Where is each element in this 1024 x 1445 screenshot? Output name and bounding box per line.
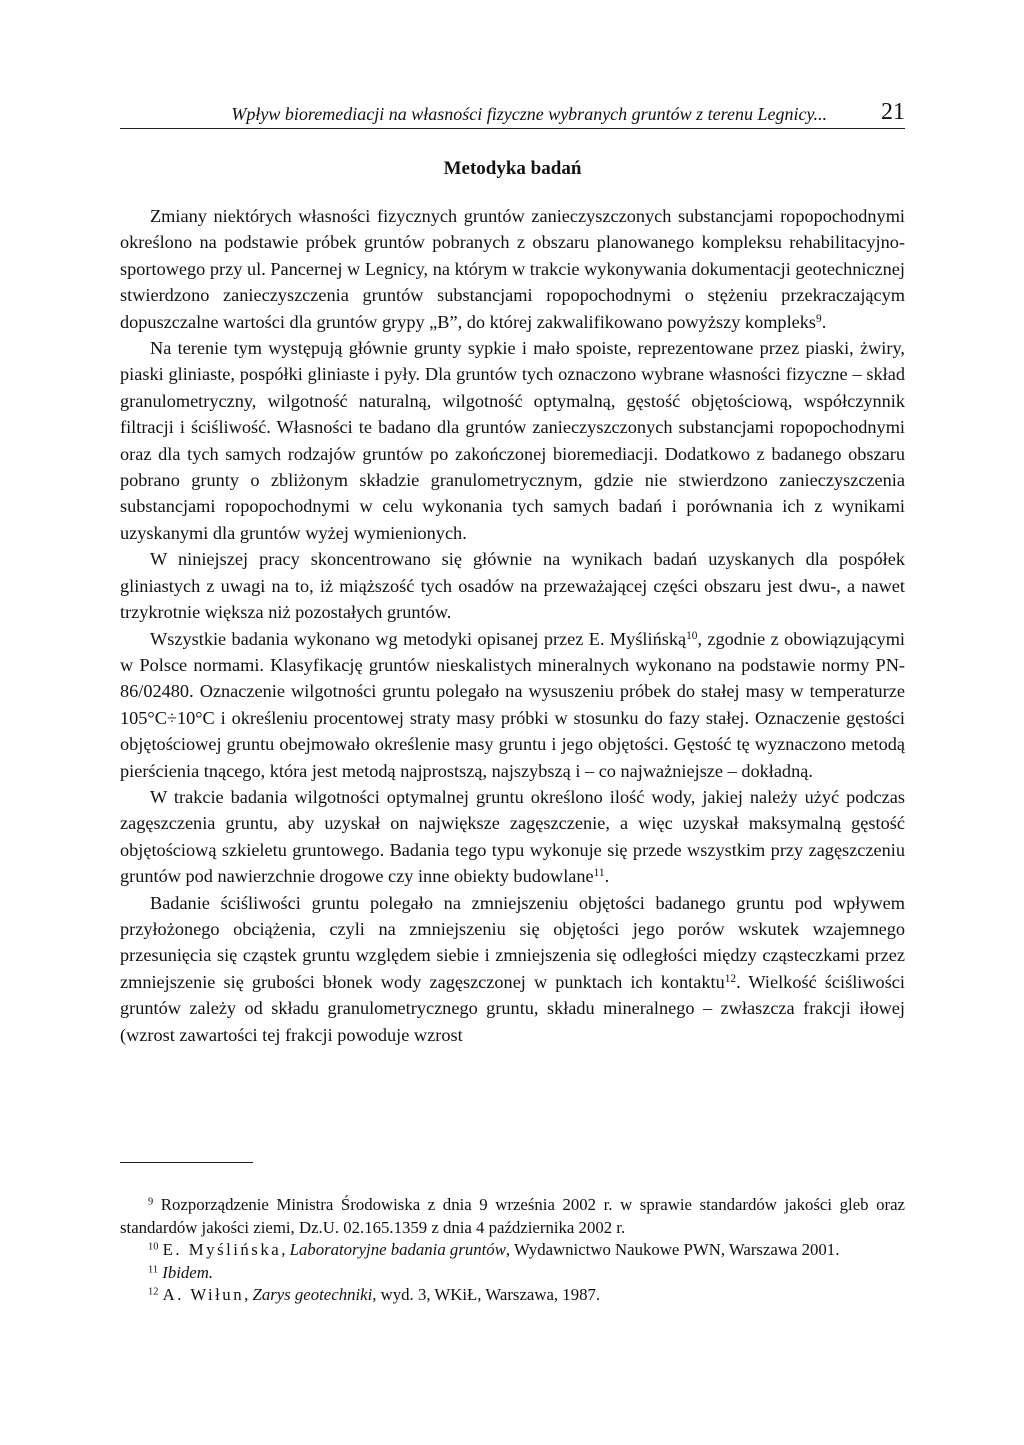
paragraph-3: W niniejszej pracy skoncentrowano się głównie na wynikach badań uzyskanych dla pospółek gliniastych z uwagi na to, iż miąższość tych osadów na przeważającej części obszaru jest dwu-, a nawet trzykrotnie większa niż pozostałych gruntów.	[120, 549, 905, 623]
paragraph-6-before: Badanie ściśliwości gruntu polegało na zmniejszeniu objętości badanego gruntu pod wpływem przyłożonego obciążenia, czyli na zmniejszeniu się objętości jego porów wskutek wzajemnego przesunięcia się cząstek gruntu względem siebie i zmniejszenia się odległości między cząsteczkami przez zmniejszenie się grubości błonek wody zagęszczonej w punktach ich kontaktu	[120, 892, 905, 992]
footnote-divider	[120, 1162, 253, 1163]
footnote-ref-12: 12	[724, 972, 737, 985]
footnote-text: Rozporządzenie Ministra Środowiska z dnia 9 września 2002 r. w sprawie standardów jakości gleb oraz standardów jakości ziemi, Dz.U. 02.165.1359 z dnia 4 października 2002 r.	[120, 1195, 905, 1237]
footnote-title: Laboratoryjne badania gruntów	[289, 1240, 506, 1259]
footnotes	[120, 1194, 905, 1307]
paragraph-1-tail: .	[821, 311, 827, 332]
footnote-number: 10	[148, 1241, 159, 1253]
paragraph-6	[120, 890, 905, 1048]
footnote-author: A. Wiłun	[162, 1285, 245, 1304]
footnote-author: E. Myślińska	[162, 1240, 282, 1259]
footnote-number: 9	[148, 1196, 154, 1208]
paragraph-5	[120, 784, 905, 890]
paragraph-5-text: W trakcie badania wilgotności optymalnej gruntu określono ilość wody, jakiej należy użyć podczas zagęszczenia gruntu, aby uzyskał on największe zagęszczenie, a więc uzyskał maksymalną gęstość objętościową szkieletu gruntowego. Badania tego typu wykonuje się przede wszystkim przy zagęszczeniu gruntów pod nawierzchnie drogowe czy inne obiekty budowlane	[120, 786, 905, 887]
running-title: Wpływ bioremediacji na własności fizyczne wybranych gruntów z terenu Legnicy...	[231, 104, 827, 124]
section-title: Metodyka badań	[443, 158, 582, 179]
body-text	[120, 203, 905, 1048]
paragraph-6-after: . Wielkość ściśliwości gruntów zależy od składu granulometrycznego gruntu, składu mineralnego – zwłaszcza frakcji iłowej (wzrost zawartości tej frakcji powoduje wzrost	[120, 971, 905, 1045]
footnote-separator: ,	[281, 1240, 290, 1259]
running-header	[120, 92, 905, 129]
footnote-12	[120, 1284, 905, 1307]
paragraph-1-text: Zmiany niektórych własności fizycznych gruntów zanieczyszczonych substancjami ropopochodnymi określono na podstawie próbek gruntów pobranych z obszaru planowanego kompleksu rehabilitacyjno-sportowego przy ul. Pancernej w Legnicy, na którym w trakcie wykonywania dokumentacji geotechnicznej stwierdzono zanieczyszczenia gruntów substancjami ropopochodnymi o stężeniu przekraczającym dopuszczalne wartości dla gruntów grypy „B”, do której zakwalifikowano powyższy kompleks	[120, 206, 905, 332]
footnote-ref-10: 10	[686, 629, 698, 642]
paragraph-1	[120, 203, 905, 335]
footnote-number: 12	[148, 1286, 159, 1298]
paragraph-4-after: , zgodnie z obowiązującymi w Polsce normami. Klasyfikację gruntów nieskalistych mineralnych wykonano na podstawie normy PN-86/02480. Oznaczenie wilgotności gruntu polegało na wysuszeniu próbek do stałej masy w temperaturze 105°C÷10°C i określeniu procentowej straty masy próbki w stosunku do fazy stałej. Oznaczenie gęstości objętościowej gruntu obejmowało określenie masy gruntu i jego objętości. Gęstość tę wyznaczono metodą pierścienia tnącego, która jest metodą najprostszą, najszybszą i – co najważniejsze – dokładną.	[120, 628, 905, 781]
footnote-separator: ,	[244, 1285, 253, 1304]
footnote-rest: , wyd. 3, WKiŁ, Warszawa, 1987.	[372, 1285, 601, 1304]
paragraph-2: Na terenie tym występują głównie grunty sypkie i mało spoiste, reprezentowane przez piaski, żwiry, piaski gliniaste, pospółki gliniaste i pyły. Dla gruntów tych oznaczono wybrane własności fizyczne – skład granulometryczny, wilgotność naturalną, wilgotność optymalną, gęstość objętościową, współczynnik filtracji i ściśliwość. Własności te badano dla gruntów zanieczyszczonych substancjami ropopochodnymi oraz dla tych samych rodzajów gruntów po zakończonej bioremediacji. Dodatkowo z badanego obszaru pobrano grunty o zbliżonym składzie granulometrycznym, gdzie nie stwierdzono zanieczyszczenia substancjami ropopochodnymi w celu wykonania tych samych badań i porównania ich z wynikami uzyskanymi dla gruntów wyżej wymienionych.	[120, 338, 905, 543]
paragraph-5-tail: .	[604, 866, 610, 887]
footnote-number: 11	[148, 1263, 159, 1275]
footnote-9	[120, 1194, 905, 1239]
footnote-title: Ibidem.	[162, 1262, 214, 1282]
footnote-ref-9: 9	[816, 312, 822, 325]
footnote-rest: , Wydawnictwo Naukowe PWN, Warszawa 2001.	[505, 1240, 840, 1259]
footnote-ref-11: 11	[593, 866, 605, 879]
paragraph-4-before: Wszystkie badania wykonano wg metodyki opisanej przez E. Myślińską	[150, 628, 687, 649]
footnote-11	[120, 1262, 905, 1285]
footnote-10	[120, 1239, 905, 1262]
page-number: 21	[881, 99, 905, 125]
paragraph-4	[120, 626, 905, 784]
footnote-title: Zarys geotechniki	[252, 1285, 373, 1304]
